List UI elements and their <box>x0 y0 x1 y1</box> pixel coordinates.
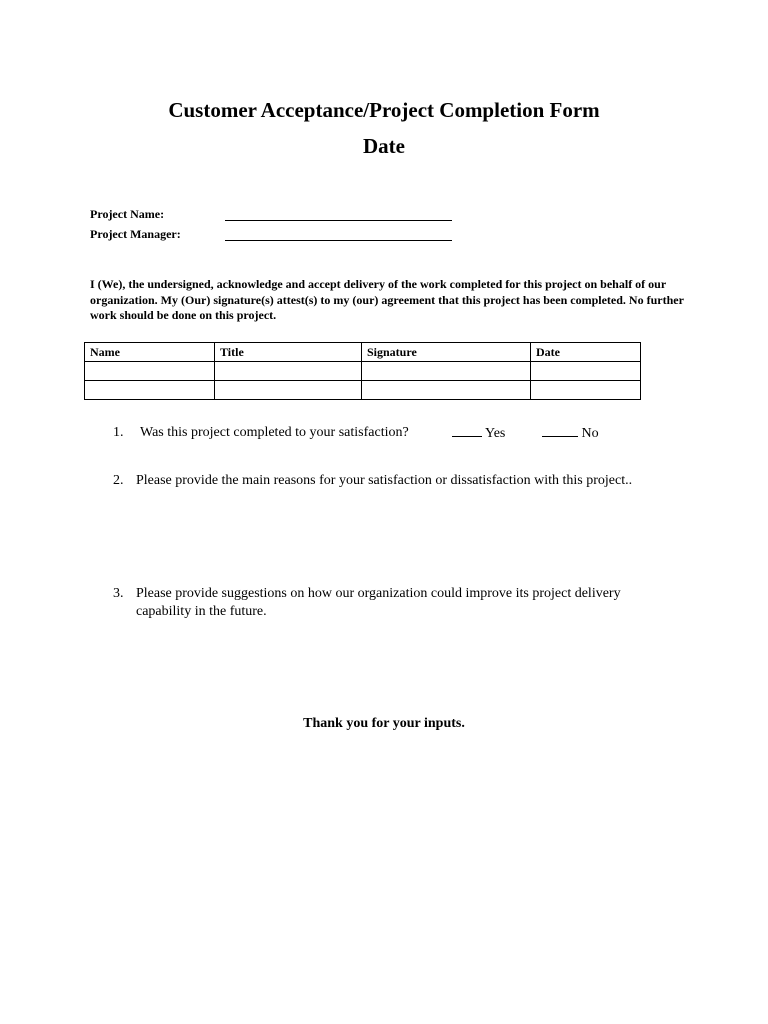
name-cell[interactable] <box>85 362 215 381</box>
name-cell[interactable] <box>85 381 215 400</box>
column-header-date: Date <box>531 343 641 362</box>
question-3-text: Please provide suggestions on how our organization could improve its project delivery capability in the future. <box>136 586 621 619</box>
question-1-number: 1. <box>113 425 124 440</box>
yes-blank[interactable] <box>452 424 482 437</box>
no-option[interactable] <box>542 424 599 443</box>
title-cell[interactable] <box>215 362 362 381</box>
signature-table <box>84 342 641 400</box>
project-name-field[interactable] <box>225 207 452 221</box>
question-2-answer-area[interactable] <box>136 494 676 574</box>
date-cell[interactable] <box>531 381 641 400</box>
table-row <box>85 381 641 400</box>
question-3-number: 3. <box>113 586 124 601</box>
question-2-text: Please provide the main reasons for your satisfaction or dissatisfaction with this project.. <box>136 473 633 488</box>
no-label: No <box>581 426 599 441</box>
acknowledgement-text: I (We), the undersigned, acknowledge and accept delivery of the work completed for this project on behalf of our organization. My (Our) signature(s) attest(s) to my (our) agreement that this project has been completed. No further work should be done on this project. <box>90 277 684 322</box>
yes-option[interactable] <box>452 424 505 443</box>
question-1-text: Was this project completed to your satisfaction? <box>140 425 409 440</box>
table-row <box>85 362 641 381</box>
project-manager-field[interactable] <box>225 227 452 241</box>
table-header-row <box>85 343 641 362</box>
question-3-answer-area[interactable] <box>136 625 676 705</box>
column-header-signature: Signature <box>362 343 531 362</box>
form-title: Customer Acceptance/Project Completion Form <box>168 98 600 122</box>
question-2-number: 2. <box>113 473 124 488</box>
column-header-name: Name <box>85 343 215 362</box>
closing-text: Thank you for your inputs. <box>303 716 465 731</box>
project-manager-label: Project Manager: <box>90 227 181 241</box>
no-blank[interactable] <box>542 424 578 437</box>
yes-label: Yes <box>484 426 506 441</box>
signature-cell[interactable] <box>362 381 531 400</box>
signature-cell[interactable] <box>362 362 531 381</box>
form-date-heading: Date <box>363 134 405 158</box>
project-name-label: Project Name: <box>90 207 165 221</box>
date-cell[interactable] <box>531 362 641 381</box>
column-header-title: Title <box>215 343 362 362</box>
title-cell[interactable] <box>215 381 362 400</box>
